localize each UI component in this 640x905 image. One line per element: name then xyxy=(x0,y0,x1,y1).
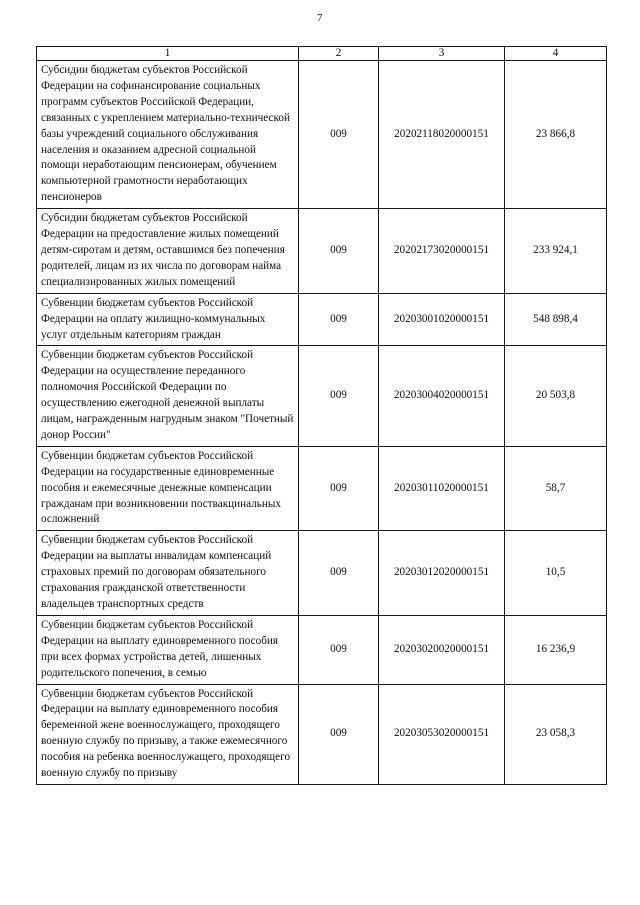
row-budget-code: 20203012020000151 xyxy=(379,531,505,616)
row-amount: 548 898,4 xyxy=(505,293,607,346)
table-row xyxy=(37,61,607,209)
row-amount: 20 503,8 xyxy=(505,346,607,446)
table-row xyxy=(37,209,607,294)
row-description: Субвенции бюджетам субъектов Российской Федерации на выплату единовременного пособия беременной жене военнослужащего, проходящего военную службу по призыву, а также ежемесячного пособия на ребенка военнослужащего, проходящего военную службу по призыву xyxy=(37,684,299,784)
row-admin-code: 009 xyxy=(299,531,379,616)
table-body xyxy=(37,61,607,785)
row-amount: 23 058,3 xyxy=(505,684,607,784)
table-row xyxy=(37,346,607,446)
table-row xyxy=(37,446,607,531)
row-budget-code: 20202118020000151 xyxy=(379,61,505,209)
header-row xyxy=(37,47,607,61)
table-row xyxy=(37,293,607,346)
table-row xyxy=(37,531,607,616)
page-number: 7 xyxy=(317,12,323,24)
row-description: Субвенции бюджетам субъектов Российской Федерации на осуществление переданного полномочия Российской Федерации по осуществлению ежегодной денежной выплаты лицам, награжденным нагрудным знаком "Почетный донор России" xyxy=(37,346,299,446)
row-description: Субсидии бюджетам субъектов Российской Федерации на софинансирование социальных программ субъектов Российской Федерации, связанных с укреплением материально-технической базы учреждений социального обслуживания населения и оказанием адресной социальной помощи неработающим пенсионерам, обучением компьютерной грамотности неработающих пенсионеров xyxy=(37,61,299,209)
row-amount: 10,5 xyxy=(505,531,607,616)
table-row xyxy=(37,615,607,684)
row-budget-code: 20202173020000151 xyxy=(379,209,505,294)
budget-table xyxy=(36,46,607,785)
row-admin-code: 009 xyxy=(299,615,379,684)
row-budget-code: 20203001020000151 xyxy=(379,293,505,346)
row-admin-code: 009 xyxy=(299,61,379,209)
row-description: Субвенции бюджетам субъектов Российской Федерации на оплату жилищно-коммунальных услуг отдельным категориям граждан xyxy=(37,293,299,346)
row-budget-code: 20203011020000151 xyxy=(379,446,505,531)
row-amount: 16 236,9 xyxy=(505,615,607,684)
row-budget-code: 20203020020000151 xyxy=(379,615,505,684)
row-description: Субвенции бюджетам субъектов Российской Федерации на выплату единовременного пособия при всех формах устройства детей, лишенных родительского попечения, в семью xyxy=(37,615,299,684)
row-admin-code: 009 xyxy=(299,446,379,531)
row-admin-code: 009 xyxy=(299,684,379,784)
row-amount: 23 866,8 xyxy=(505,61,607,209)
row-admin-code: 009 xyxy=(299,293,379,346)
column-header-1: 1 xyxy=(37,47,299,61)
row-budget-code: 20203004020000151 xyxy=(379,346,505,446)
column-header-2: 2 xyxy=(299,47,379,61)
row-admin-code: 009 xyxy=(299,209,379,294)
row-budget-code: 20203053020000151 xyxy=(379,684,505,784)
row-amount: 58,7 xyxy=(505,446,607,531)
column-header-3: 3 xyxy=(379,47,505,61)
table-header xyxy=(37,47,607,61)
row-description: Субсидии бюджетам субъектов Российской Федерации на предоставление жилых помещений детям-сиротам и детям, оставшимся без попечения родителей, лицам из их числа по договорам найма специализированных жилых помещений xyxy=(37,209,299,294)
row-description: Субвенции бюджетам субъектов Российской Федерации на государственные единовременные пособия и ежемесячные денежные компенсации гражданам при возникновении поствакцинальных осложнений xyxy=(37,446,299,531)
row-admin-code: 009 xyxy=(299,346,379,446)
table-row xyxy=(37,684,607,784)
column-header-4: 4 xyxy=(505,47,607,61)
row-description: Субвенции бюджетам субъектов Российской Федерации на выплаты инвалидам компенсаций страховых премий по договорам обязательного страхования гражданской ответственности владельцев транспортных средств xyxy=(37,531,299,616)
row-amount: 233 924,1 xyxy=(505,209,607,294)
